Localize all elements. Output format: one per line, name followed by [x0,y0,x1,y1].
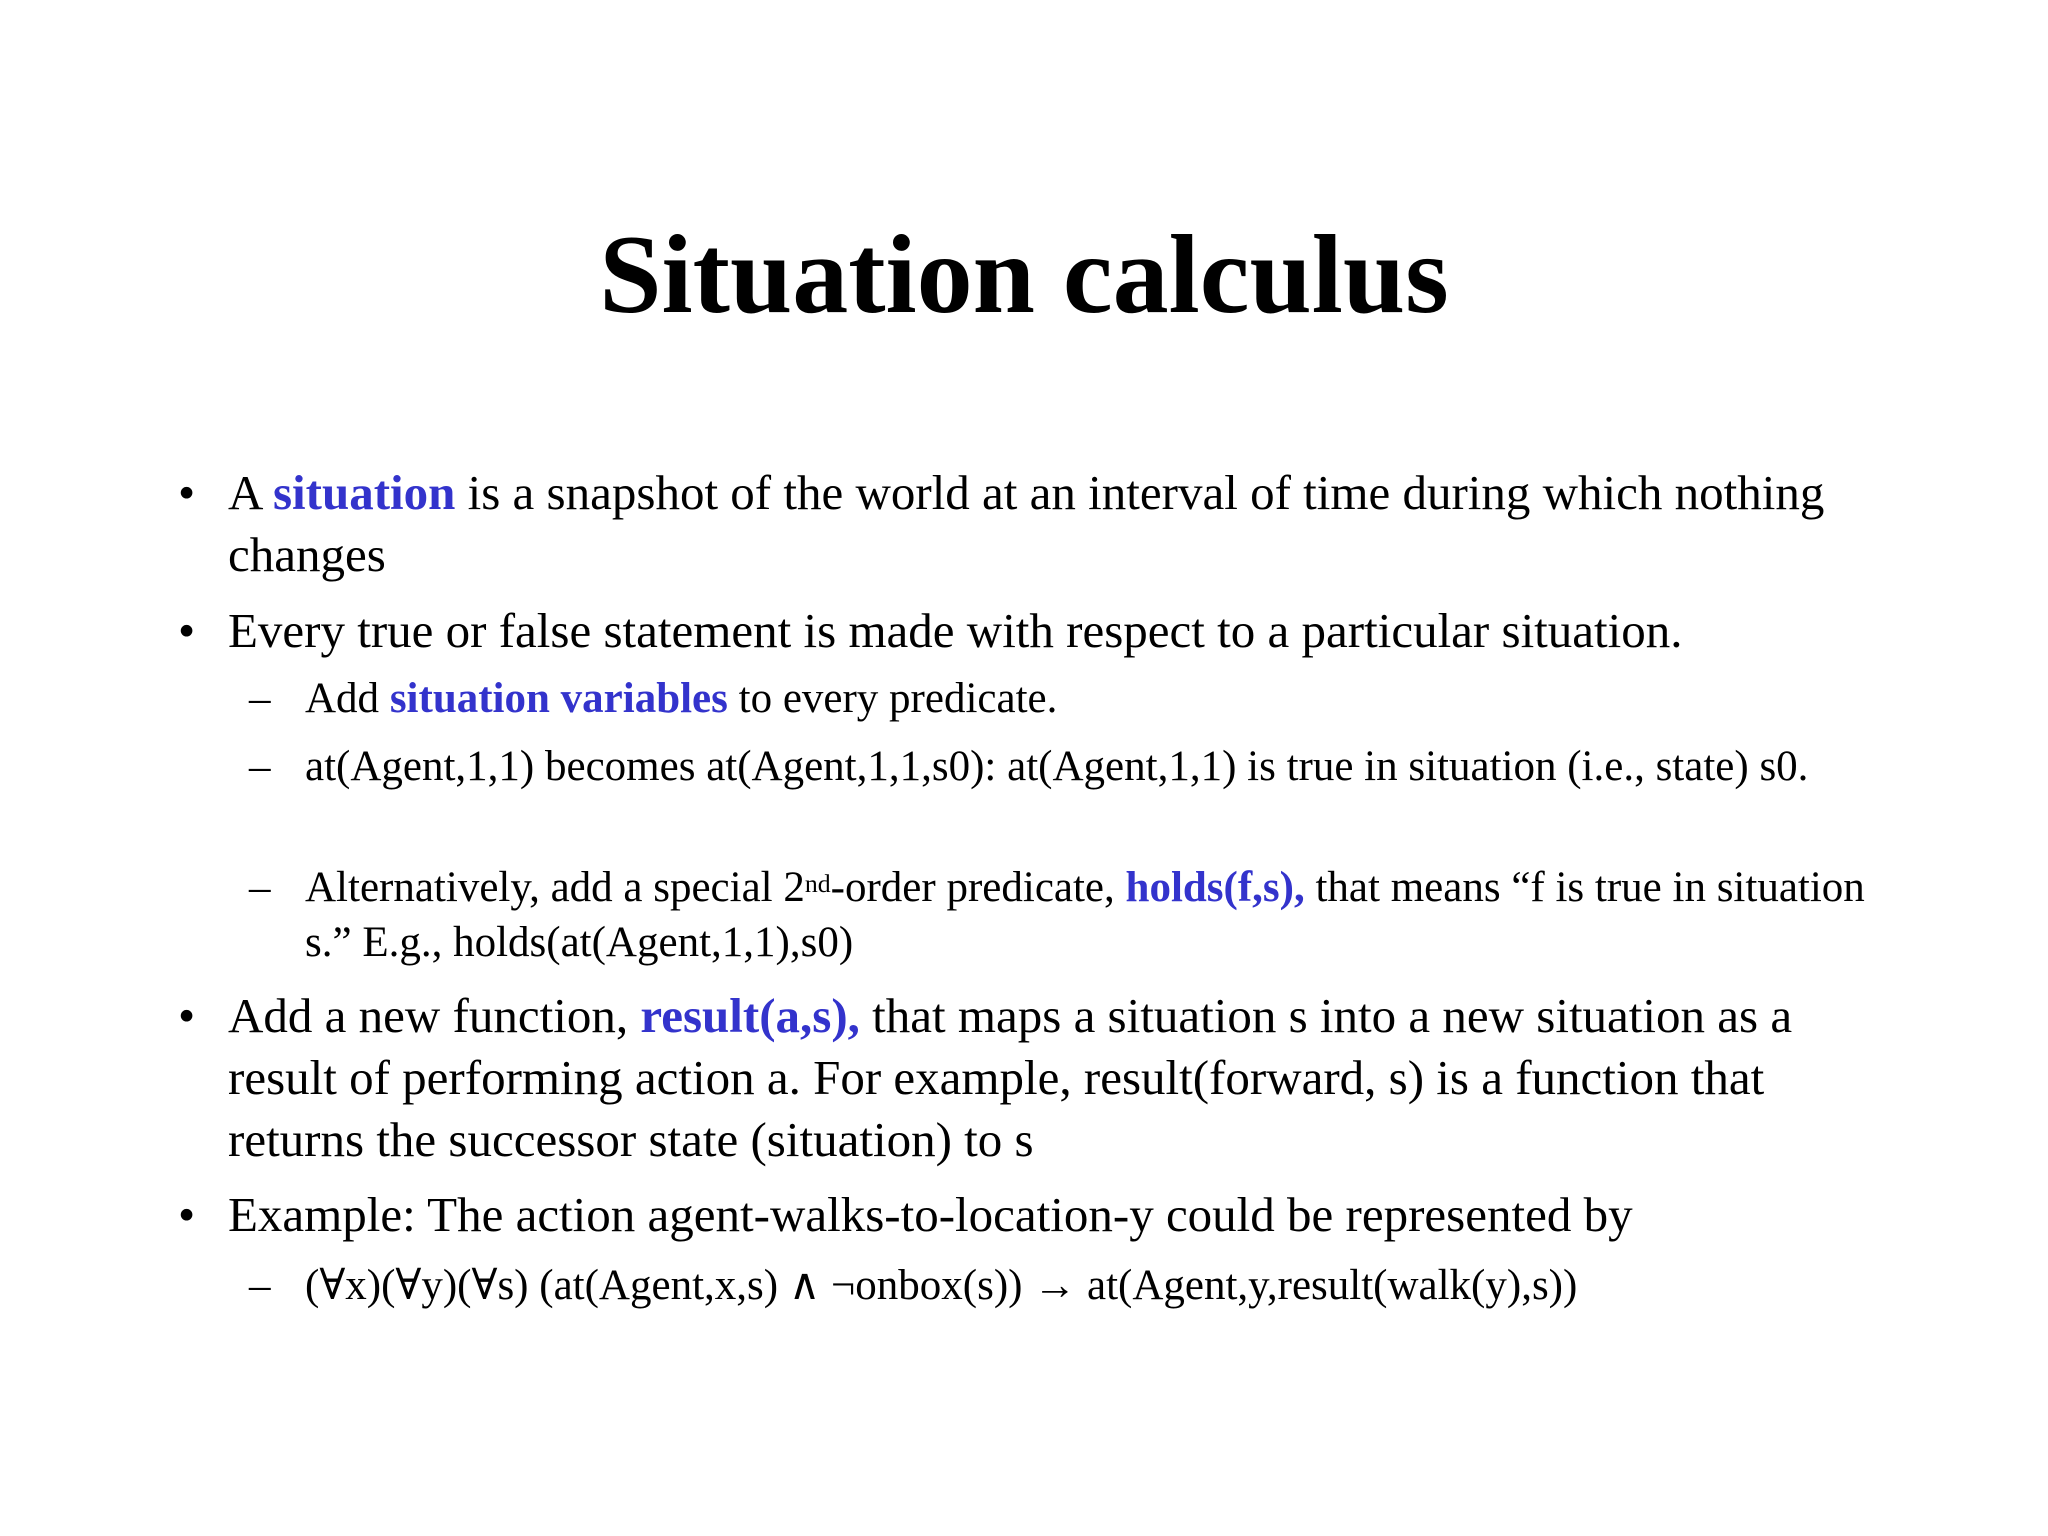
bullet-result-function [178,985,1908,1171]
formula-text: (∀x)(∀y)(∀s) (at(Agent,x,s) ∧ ¬onbox(s)) → at(Agent,y,result(walk(y),s)) [305,1262,1578,1309]
slide-title: Situation calculus [599,213,1449,337]
bullet-text: Example: The action agent-walks-to-location-y could be represented by [228,1187,1633,1242]
bullet-true-false-statement [178,600,1908,662]
term-result: result(a,s), [640,988,860,1043]
dash-mark: – [249,1262,271,1309]
sub-item-walk-formula [249,1258,1865,1313]
sub-item-at-agent-example [249,739,1865,794]
term-situation: situation [272,465,456,520]
sub-text: Alternatively, add a special 2 [305,864,805,911]
sub-text: that means “f is true in situation s.” E.g., holds(at(Agent,1,1),s0) [305,864,1865,966]
dash-mark: – [249,864,271,911]
bullet-mark: • [178,603,196,658]
bullet-text: Add a new function, [228,988,641,1043]
bullet-mark: • [178,988,196,1043]
bullet-situation-definition [178,462,1908,586]
sub-text: Add [305,675,390,722]
ordinal-superscript: nd [804,868,831,898]
bullet-text: that maps a situation s into a new situation as a result of performing action a. For example, result(forward, s) is a function that returns the successor state (situation) to s [228,988,1793,1167]
sub-text: -order predicate, [830,864,1126,911]
bullet-example [178,1184,1908,1246]
dash-mark: – [249,675,271,722]
bullet-text: A [228,465,273,520]
bullet-mark: • [178,465,196,520]
term-holds: holds(f,s), [1125,864,1305,911]
bullet-text: Every true or false statement is made with respect to a particular situation. [228,603,1683,658]
sub-item-holds-predicate [249,860,1865,970]
sub-text: to every predicate. [727,675,1058,722]
bullet-text: is a snapshot of the world at an interval of time during which nothing changes [228,465,1825,582]
sub-item-situation-variables [249,671,1865,726]
bullet-mark: • [178,1187,196,1242]
term-situation-variables: situation variables [389,675,728,722]
dash-mark: – [249,743,271,790]
sub-text: at(Agent,1,1) becomes at(Agent,1,1,s0): at(Agent,1,1) is true in situation (i.e., state) s0. [305,743,1809,790]
